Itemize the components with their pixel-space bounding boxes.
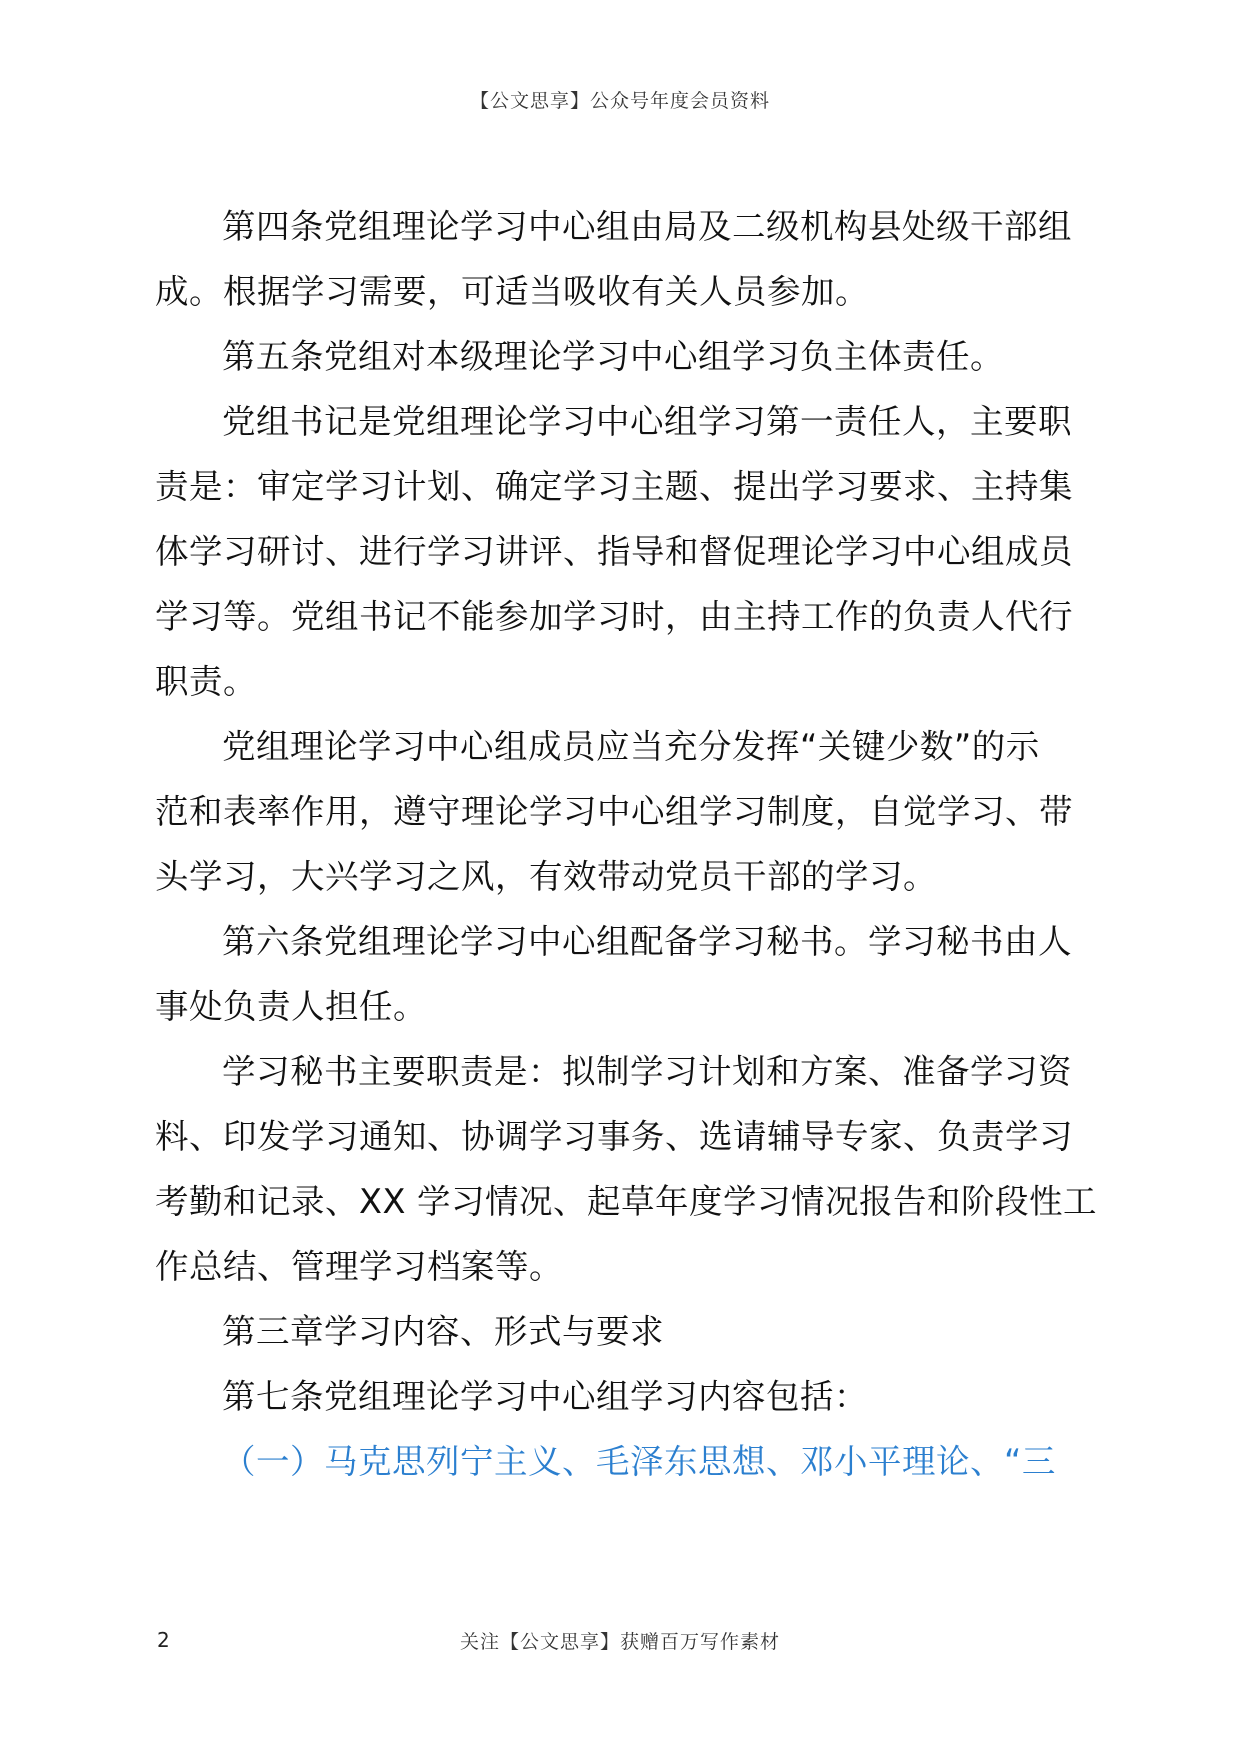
paragraph-line: 范和表率作用，遵守理论学习中心组学习制度，自觉学习、带 bbox=[155, 792, 1073, 831]
highlighted-link-line[interactable]: （一）马克思列宁主义、毛泽东思想、邓小平理论、“三 bbox=[222, 1442, 1056, 1481]
page-header: 【公文思享】公众号年度会员资料 bbox=[469, 90, 770, 112]
paragraph-line: 体学习研讨、进行学习讲评、指导和督促理论学习中心组成员 bbox=[155, 532, 1073, 571]
paragraph-line: 第五条党组对本级理论学习中心组学习负主体责任。 bbox=[222, 337, 1004, 376]
document-body bbox=[155, 194, 1098, 1494]
paragraph-line: 作总结、管理学习档案等。 bbox=[155, 1247, 563, 1286]
paragraph-line: 第四条党组理论学习中心组由局及二级机构县处级干部组 bbox=[222, 207, 1072, 246]
paragraph-line: 职责。 bbox=[155, 662, 257, 701]
paragraph-line: 第六条党组理论学习中心组配备学习秘书。学习秘书由人 bbox=[222, 922, 1072, 961]
paragraph-line: 头学习，大兴学习之风，有效带动党员干部的学习。 bbox=[155, 857, 937, 896]
chapter-heading: 第三章学习内容、形式与要求 bbox=[222, 1312, 664, 1351]
paragraph-line: 第七条党组理论学习中心组学习内容包括： bbox=[222, 1377, 868, 1416]
paragraph-line: 责是：审定学习计划、确定学习主题、提出学习要求、主持集 bbox=[155, 467, 1073, 506]
paragraph-line: 学习等。党组书记不能参加学习时，由主持工作的负责人代行 bbox=[155, 597, 1073, 636]
paragraph-line: 料、印发学习通知、协调学习事务、选请辅导专家、负责学习 bbox=[155, 1117, 1073, 1156]
paragraph-line: 事处负责人担任。 bbox=[155, 987, 427, 1026]
paragraph-line: 成。根据学习需要，可适当吸收有关人员参加。 bbox=[155, 272, 869, 311]
paragraph-line: 学习秘书主要职责是：拟制学习计划和方案、准备学习资 bbox=[222, 1052, 1072, 1091]
paragraph-line: 考勤和记录、XX 学习情况、起草年度学习情况报告和阶段性工 bbox=[155, 1182, 1098, 1221]
page-number: 2 bbox=[157, 1628, 170, 1652]
page-footer: 关注【公文思享】获赠百万写作素材 bbox=[459, 1631, 780, 1653]
paragraph-line: 党组理论学习中心组成员应当充分发挥“关键少数”的示 bbox=[222, 727, 1040, 766]
paragraph-line: 党组书记是党组理论学习中心组学习第一责任人，主要职 bbox=[222, 402, 1072, 441]
